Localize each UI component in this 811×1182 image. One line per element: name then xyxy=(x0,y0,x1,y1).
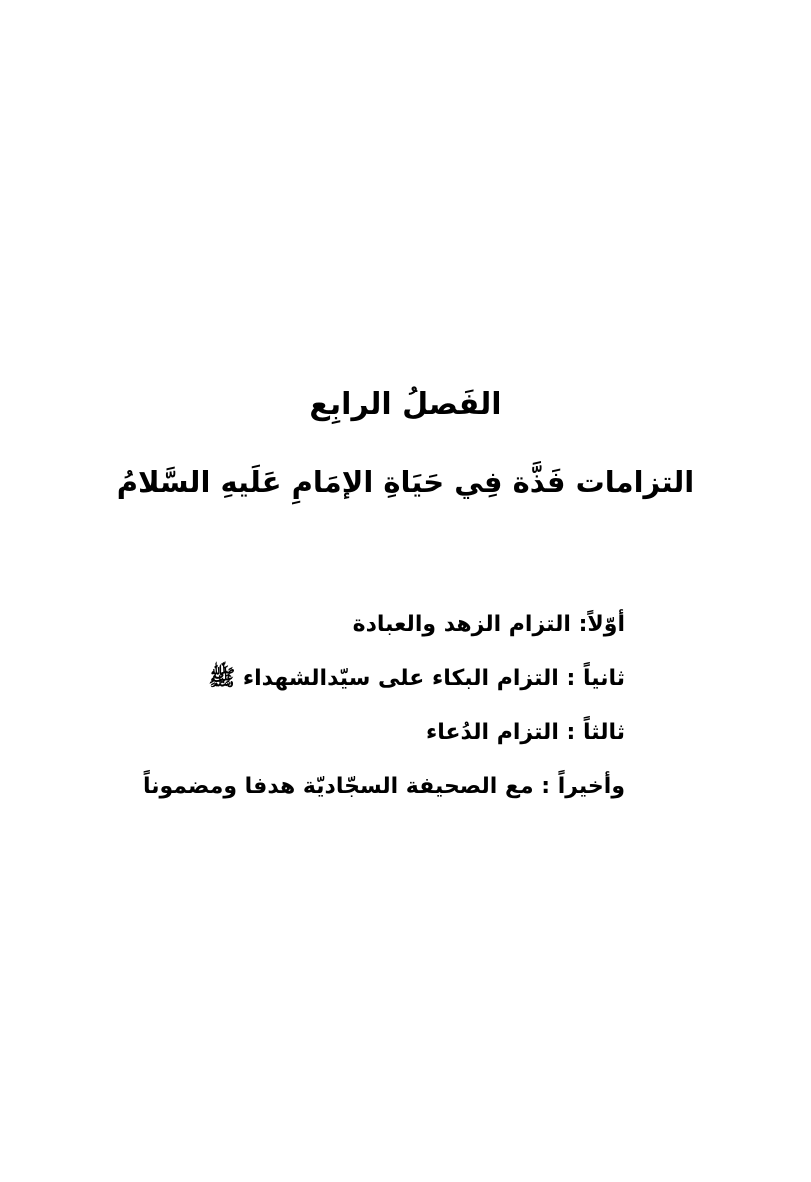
chapter-subtitle: التزامات فَذَّة فِي حَيَاةِ الإمَامِ عَلَيهِ السَّلامُ xyxy=(116,465,695,499)
contents-item-first: أوّلاً: التزام الزهد والعبادة xyxy=(352,612,625,637)
chapter-title: الفَصلُ الرابِع xyxy=(309,387,502,422)
contents-item-third: ثالثاً : التزام الدُعاء xyxy=(426,720,625,745)
chapter-contents-list xyxy=(142,598,625,814)
contents-item-second: ثانياً : التزام البكاء على سيّدالشهداء ﷺ xyxy=(208,666,625,691)
contents-item-final: وأخيراً : مع الصحيفة السجّاديّة هدفا ومضموناً xyxy=(142,774,625,799)
